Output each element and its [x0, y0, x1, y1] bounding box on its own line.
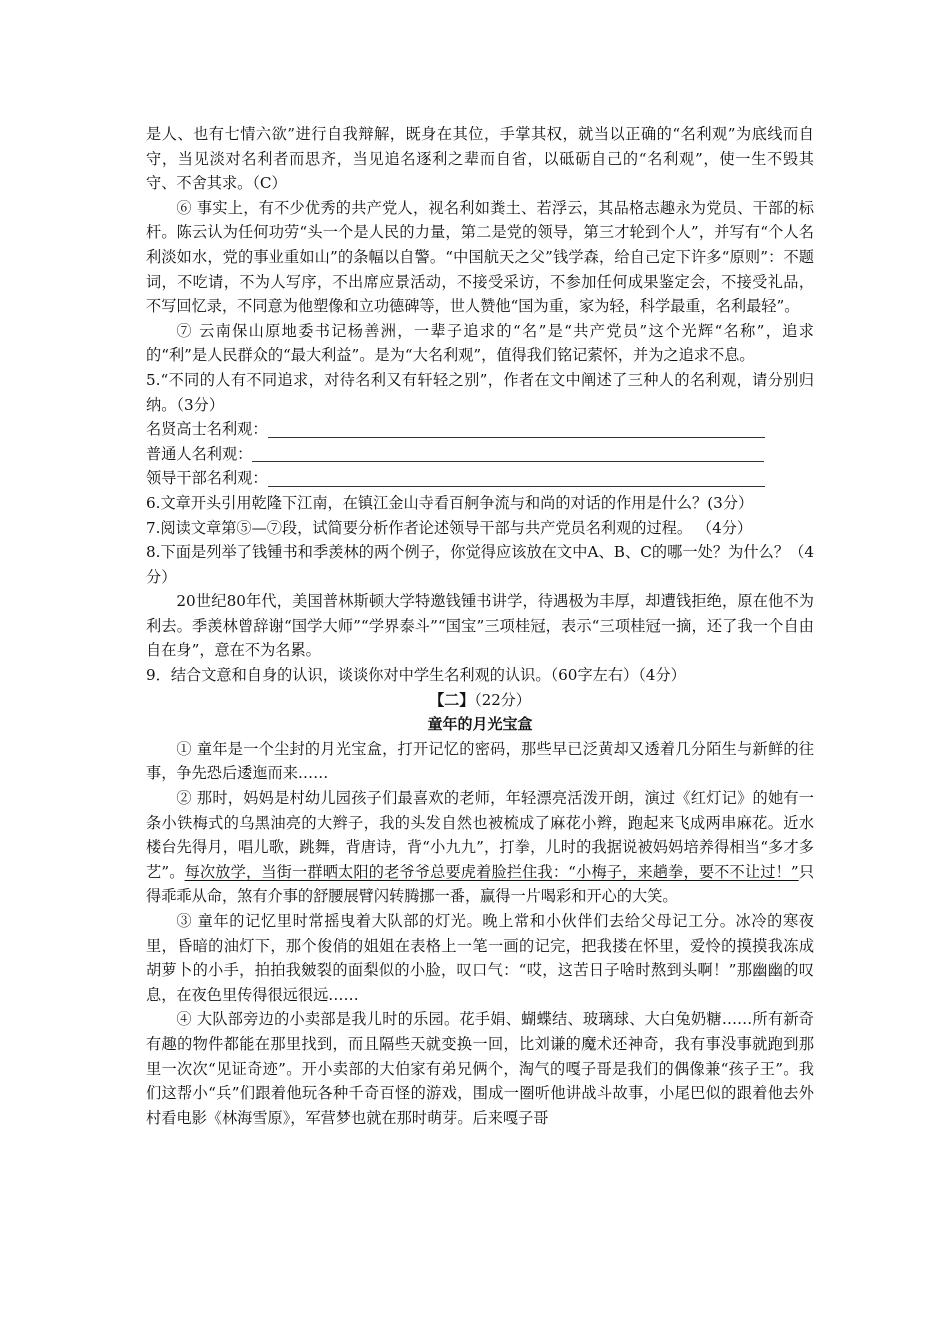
question-7: 7.阅读文章第⑤—⑦段，试简要分析作者论述领导干部与共产党员名利观的过程。 （4分）	[146, 518, 753, 537]
question-8: 8.下面是列举了钱锺书和季羡林的两个例子，你觉得应该放在文中A、B、C的哪一处？为什么？（4分）	[146, 543, 814, 586]
section-number: 【二】	[429, 690, 475, 709]
question-9: 9．结合文意和自身的认识，谈谈你对中学生名利观的认识。（60字左右）（4分）	[146, 666, 686, 685]
section-heading	[146, 688, 814, 713]
answer-blank-leaders[interactable]	[268, 470, 765, 487]
answer-label-leaders: 领导干部名利观：	[146, 469, 268, 488]
essay-paragraph-2-rest: 只得乖乖从命，煞有介事的舒腰展臂闪转腾挪一番，赢得一片喝彩和开心的大笑。	[146, 862, 815, 906]
document-page	[146, 122, 814, 1130]
essay-paragraph-2	[146, 786, 814, 909]
underlined-sentence: 每次放学，当街一群晒太阳的老爷爷总要虎着脸拦住我：“小梅子，来趟拳，要不不让过！”	[184, 862, 799, 881]
answer-blank-ordinary[interactable]	[252, 445, 764, 462]
passage-paragraph-continued: 是人、也有七情六欲”进行自我辩解，既身在其位，手掌其权，就当以正确的“名利观”为底线而自守，当见淡对名利者而思齐，当见追名逐利之辈而自省，以砥砺自己的“名利观”，使一生不毁其守、不舍其求。（C）	[146, 125, 814, 193]
essay-title: 童年的月光宝盒	[427, 715, 533, 734]
answer-blank-scholars[interactable]	[268, 421, 765, 438]
passage-paragraph-6: ⑥ 事实上，有不少优秀的共产党人，视名利如粪土、若浮云，其品格志趣永为党员、干部的标杆。陈云认为任何功劳“头一个是人民的力量，第二是党的领导，第三才轮到个人”，并写有“个人名利淡如水，党的事业重如山”的条幅以自警。“中国航天之父”钱学森，给自己定下许多“原则”：不题词，不吃请，不为人写序，不出席应景活动，不接受采访，不参加任何成果鉴定会，不接受礼品，不写回忆录，不同意为他塑像和立功德碑等，世人赞他“国为重，家为轻，科学最重，名利最轻”。	[146, 198, 814, 316]
answer-line-leaders	[146, 466, 814, 491]
section-points: （22分）	[474, 690, 531, 709]
question-6: 6.文章开头引用乾隆下江南，在镇江金山寺看百舸争流与和尚的对话的作用是什么？(3分）	[146, 493, 754, 512]
answer-label-ordinary: 普通人名利观：	[146, 444, 253, 463]
passage-paragraph-7: ⑦ 云南保山原地委书记杨善洲，一辈子追求的“名”是“共产党员”这个光辉“名称”，追求的“利”是人民群众的“最大利益”。是为“大名利观”，值得我们铭记萦怀，并为之追求不息。	[146, 321, 814, 365]
answer-label-scholars: 名贤高士名利观：	[146, 420, 268, 439]
essay-paragraph-3: ③ 童年的记忆里时常摇曳着大队部的灯光。晚上常和小伙伴们去给父母记工分。冰冷的寒夜里，昏暗的油灯下，那个俊俏的姐姐在表格上一笔一画的记完，把我搂在怀里，爱怜的摸摸我冻成胡萝卜的小手，拍拍我皴裂的面梨似的小脸，叹口气：“哎，这苦日子啥时熬到头啊！”那幽幽的叹息，在夜色里传得很远很远……	[146, 912, 814, 1004]
essay-paragraph-4: ④ 大队部旁边的小卖部是我儿时的乐园。花手娟、蝴蝶结、玻璃球、大白兔奶糖……所有新奇有趣的物件都能在那里找到，而且隔些天就变换一回，比刘谦的魔术还神奇，我有事没事就跑到那里一次次“见证奇迹”。开小卖部的大伯家有弟兄俩个，淘气的嘎子哥是我们的偶像兼“孩子王”。我们这帮小“兵”们跟着他玩各种千奇百怪的游戏，围成一圈听他讲战斗故事，小尾巴似的跟着他去外村看电影《林海雪原》，军营梦也就在那时萌芽。后来嘎子哥	[146, 1010, 814, 1127]
question-5: 5.“不同的人有不同追求，对待名利又有轩轻之别”，作者在文中阐述了三种人的名利观，请分别归纳。（3分）	[146, 370, 814, 414]
essay-paragraph-2-text: ② 那时，妈妈是村幼儿园孩子们最喜欢的老师，年轻漂亮活泼开朗，演过《红灯记》的她有一条小铁梅式的乌黑油亮的大辫子，我的头发自然也被梳成了麻花小辫，跑起来飞成两串麻花。近水楼台先得月，唱儿歌，跳舞，背唐诗，背“小九九”，打拳，儿时的我据说被妈妈培养得相当“多才多艺”。	[146, 789, 814, 881]
essay-paragraph-1: ① 童年是一个尘封的月光宝盒，打开记忆的密码，那些早已泛黄却又透着几分陌生与新鲜的往事，争先恐后逶迤而来……	[146, 739, 814, 783]
answer-line-scholars	[146, 417, 814, 442]
answer-line-ordinary	[146, 442, 814, 467]
question-8-example: 20世纪80年代，美国普林斯顿大学特邀钱锺书讲学，待遇极为丰厚，却遭钱拒绝，原在他不为利去。季羡林曾辞谢“国学大师”“学界泰斗”“国宝”三项桂冠，表示“三项桂冠一摘，还了我一个自由自在身”，意在不为名累。	[146, 592, 814, 660]
